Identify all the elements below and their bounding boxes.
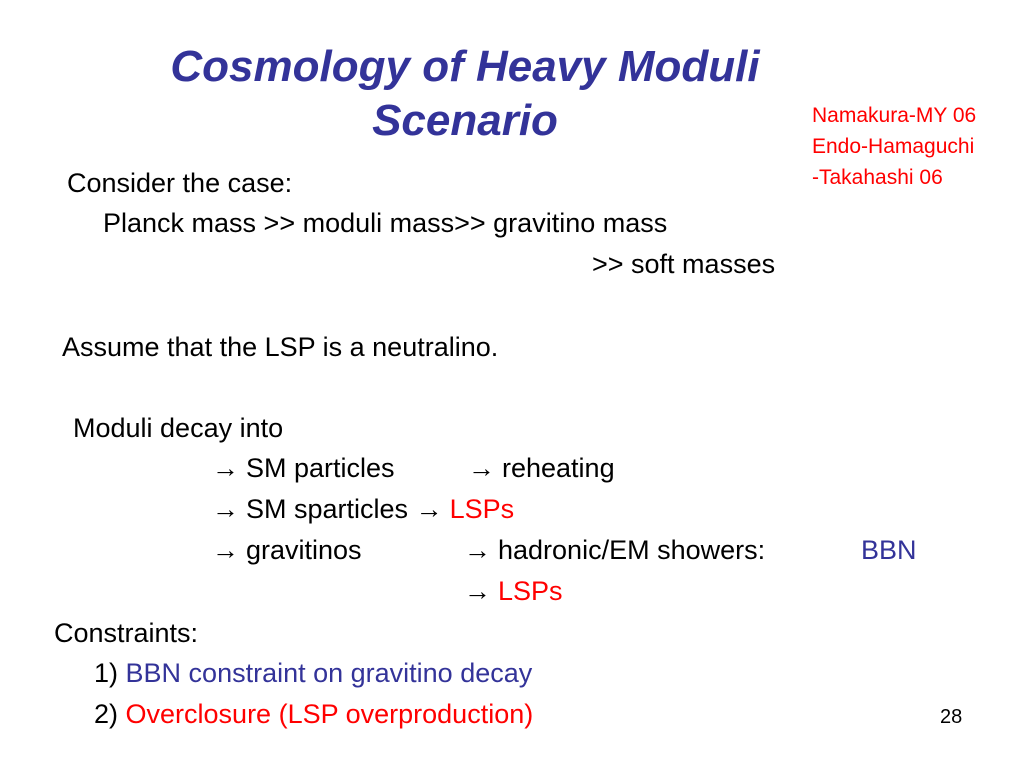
decay-gravitinos: gravitinos	[246, 535, 362, 565]
constraint-text: BBN constraint on gravitino decay	[125, 658, 533, 688]
right-arrow-icon: →	[415, 494, 443, 524]
references	[812, 100, 976, 193]
constraint-number: 1)	[94, 658, 119, 688]
hierarchy-line-2: >> soft masses	[592, 249, 776, 279]
right-arrow-icon: →	[464, 576, 491, 606]
constraints-heading: Constraints:	[54, 618, 199, 648]
constraint-item-1	[94, 653, 532, 693]
decay-row-sm-particles	[212, 448, 395, 488]
decay-sm-sparticles: SM sparticles	[246, 494, 409, 524]
page-number: 28	[940, 706, 963, 728]
decay-row-showers	[464, 530, 765, 570]
constraint-text: Overclosure (LSP overproduction)	[125, 699, 534, 729]
right-arrow-icon: →	[212, 535, 239, 565]
right-arrow-icon: →	[212, 494, 239, 524]
slide-title	[70, 40, 860, 148]
reference-3: -Takahashi 06	[812, 166, 943, 189]
right-arrow-icon: →	[212, 453, 239, 483]
constraint-number: 2)	[94, 699, 119, 729]
decay-row-gravitinos	[212, 530, 362, 570]
decay-lsps-2: LSPs	[498, 576, 563, 606]
decay-row-reheating	[468, 448, 615, 488]
reference-1: Namakura-MY 06	[812, 104, 977, 127]
title-line-1: Cosmology of Heavy Moduli	[170, 42, 760, 91]
decay-showers: hadronic/EM showers:	[498, 535, 766, 565]
decay-sm-particles: SM particles	[246, 453, 395, 483]
reference-2: Endo-Hamaguchi	[812, 135, 975, 158]
decay-intro: Moduli decay into	[73, 413, 284, 443]
hierarchy-line-1: Planck mass >> moduli mass>> gravitino mass	[103, 208, 668, 238]
decay-bbn: BBN	[861, 535, 917, 565]
assume-text: Assume that the LSP is a neutralino.	[62, 332, 499, 362]
decay-reheating: reheating	[502, 453, 615, 483]
decay-lsps: LSPs	[449, 494, 515, 524]
decay-row-lsps	[464, 571, 563, 611]
title-line-2: Scenario	[372, 96, 558, 145]
decay-row-sm-sparticles	[212, 489, 514, 529]
constraint-item-2	[94, 694, 533, 734]
consider-text: Consider the case:	[67, 168, 293, 198]
right-arrow-icon: →	[468, 453, 495, 483]
right-arrow-icon: →	[464, 535, 491, 565]
